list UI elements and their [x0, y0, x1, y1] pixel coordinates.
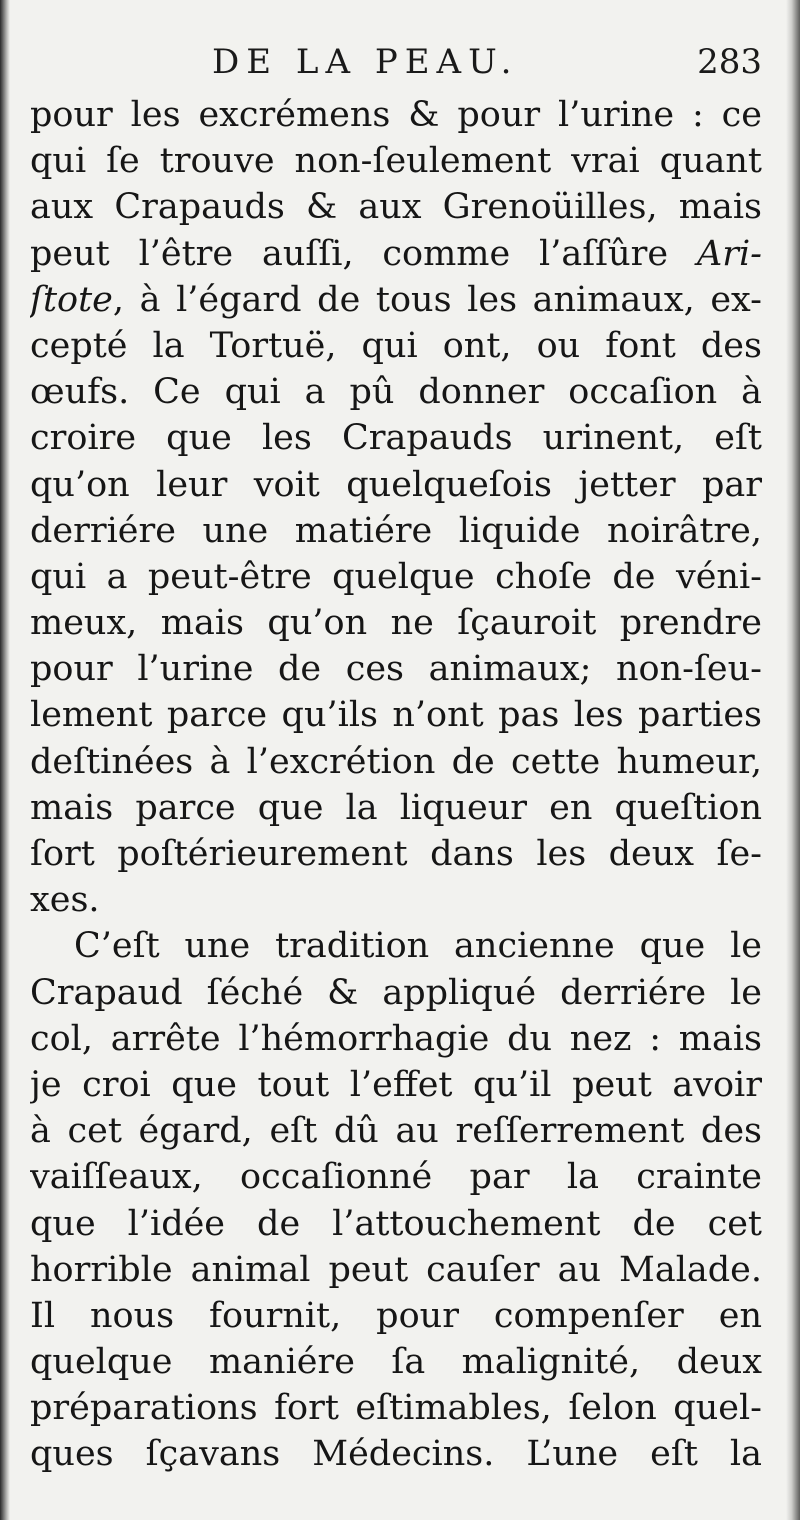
text-line-5-rest: , à l’égard de tous les animaux, ex-: [112, 279, 762, 320]
text-line-4-lead: peut l’être auſſi, comme l’aſſûre: [30, 233, 697, 274]
body-text: [30, 92, 762, 1478]
running-head: DE LA PEAU.: [212, 42, 519, 82]
text-line-29: préparations fort eſtimables, ſelon quel-: [30, 1388, 762, 1429]
text-line-12: meux, mais qu’on ne ſçauroit prendre: [30, 603, 762, 644]
text-line-7: œufs. Ce qui a pû donner occaſion à: [30, 372, 762, 413]
text-line-18: xes.: [30, 880, 100, 921]
text-line-3: aux Crapauds & aux Grenoüilles, mais: [30, 187, 762, 228]
text-line-21: col, arrête l’hémorrhagie du nez : mais: [30, 1018, 762, 1059]
text-line-5: [30, 277, 762, 323]
text-line-16: mais parce que la liqueur en queſtion: [30, 787, 762, 828]
text-line-25: que l’idée de l’attouchement de cet: [30, 1203, 762, 1244]
text-line-24: vaiſſeaux, occaſionné par la crainte: [30, 1157, 762, 1198]
text-line-8: croire que les Crapauds urinent, eſt: [30, 418, 762, 459]
text-line-23: à cet égard, eſt dû au reſſerrement des: [30, 1111, 762, 1152]
text-line-26: horrible animal peut cauſer au Malade.: [30, 1249, 762, 1290]
text-line-27: Il nous fournit, pour compenſer en: [30, 1295, 762, 1336]
text-line-15: deſtinées à l’excrétion de cette humeur,: [30, 741, 762, 782]
italic-name-aristote-part1: Ari-: [696, 233, 762, 274]
text-line-14: lement parce qu’ils n’ont pas les parties: [30, 695, 762, 736]
text-line-22: je croi que tout l’effet qu’il peut avoir: [30, 1064, 762, 1105]
page-header: [30, 40, 762, 92]
page-gutter-shadow: [0, 0, 10, 1520]
text-line-28: quelque maniére ſa malignité, deux: [30, 1342, 762, 1383]
italic-name-aristote-part2: ſtote: [30, 279, 113, 320]
text-line-2: qui ſe trouve non-ſeulement vrai quant: [30, 141, 762, 182]
text-line-30: ques ſçavans Médecins. L’une eſt la: [30, 1434, 762, 1475]
text-line-17: ſort poſtérieurement dans les deux ſe-: [30, 834, 762, 874]
page-edge-shadow: [786, 0, 800, 1520]
text-line-6: cepté la Tortuë, qui ont, ou font des: [30, 325, 762, 366]
text-line-1: pour les excrémens & pour l’urine : ce: [30, 95, 762, 135]
text-line-19: C’eſt une tradition ancienne que le: [74, 926, 762, 967]
text-line-10: derriére une matiére liquide noirâtre,: [30, 510, 762, 551]
text-line-4: [30, 231, 762, 277]
text-line-13: pour l’urine de ces animaux; non-ſeu-: [30, 649, 762, 690]
text-line-9: qu’on leur voit quelqueſois jetter par: [30, 464, 762, 505]
page-number: 283: [697, 42, 762, 82]
text-line-20: Crapaud ſéché & appliqué derriére le: [30, 972, 762, 1013]
text-line-11: qui a peut-être quelque choſe de véni-: [30, 556, 762, 597]
